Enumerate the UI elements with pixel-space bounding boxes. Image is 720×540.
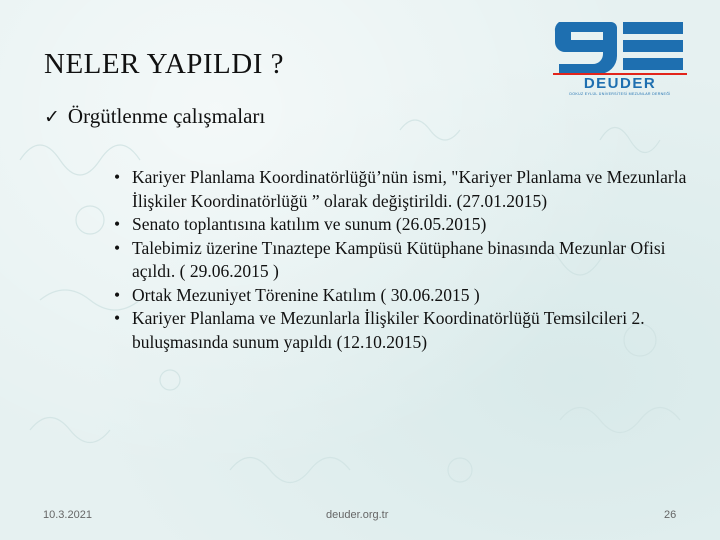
bullet-text: Kariyer Planlama Koordinatörlüğü’nün ismi, "Kariyer Planlama ve Mezunlarla İlişkiler Koordinatörlüğü ” olarak değiştirildi. (27.01.2015) (132, 167, 687, 211)
bullet-text: Talebimiz üzerine Tınaztepe Kampüsü Kütüphane binasında Mezunlar Ofisi açıldı. ( 29.06.2015 ) (132, 237, 666, 281)
bullet-text: Ortak Mezuniyet Törenine Katılım ( 30.06.2015 ) (132, 284, 480, 305)
logo-e-bottom (623, 58, 683, 70)
bullet-icon: • (114, 284, 121, 305)
bullet-icon: • (114, 237, 121, 258)
logo-arc-text: DOKUZ EYLÜL ÜNİVERSİTESİ MEZUNLAR DERNEĞİ (569, 92, 671, 96)
subtitle-row (44, 104, 265, 129)
list-item (114, 307, 704, 354)
bullet-list (114, 166, 704, 354)
page-number: 26 (664, 509, 677, 521)
logo-e-mid (623, 40, 683, 52)
bullet-icon: • (114, 308, 121, 328)
logo-e-top (623, 22, 683, 34)
logo-wordmark: DEUDER (583, 75, 657, 92)
bullet-icon: • (114, 214, 121, 234)
deuder-logo (551, 18, 689, 96)
footer-site: deuder.org.tr (326, 509, 389, 521)
footer-date: 10.3.2021 (43, 509, 92, 521)
list-item (114, 284, 704, 308)
list-item (114, 237, 704, 284)
subtitle: Örgütlenme çalışmaları (67, 104, 266, 128)
bullet-text: Kariyer Planlama ve Mezunlarla İlişkiler Koordinatörlüğü Temsilcileri 2. buluşmasında sunum yapıldı (12.10.2015) (132, 308, 645, 352)
bullet-text: Senato toplantısına katılım ve sunum (26.05.2015) (132, 214, 487, 234)
logo-nine-shape (555, 22, 617, 74)
check-icon: ✓ (44, 105, 60, 128)
slide-title: NELER YAPILDI ? (44, 48, 284, 80)
list-item (114, 166, 704, 213)
bullet-icon: • (114, 167, 121, 187)
list-item (114, 213, 704, 237)
